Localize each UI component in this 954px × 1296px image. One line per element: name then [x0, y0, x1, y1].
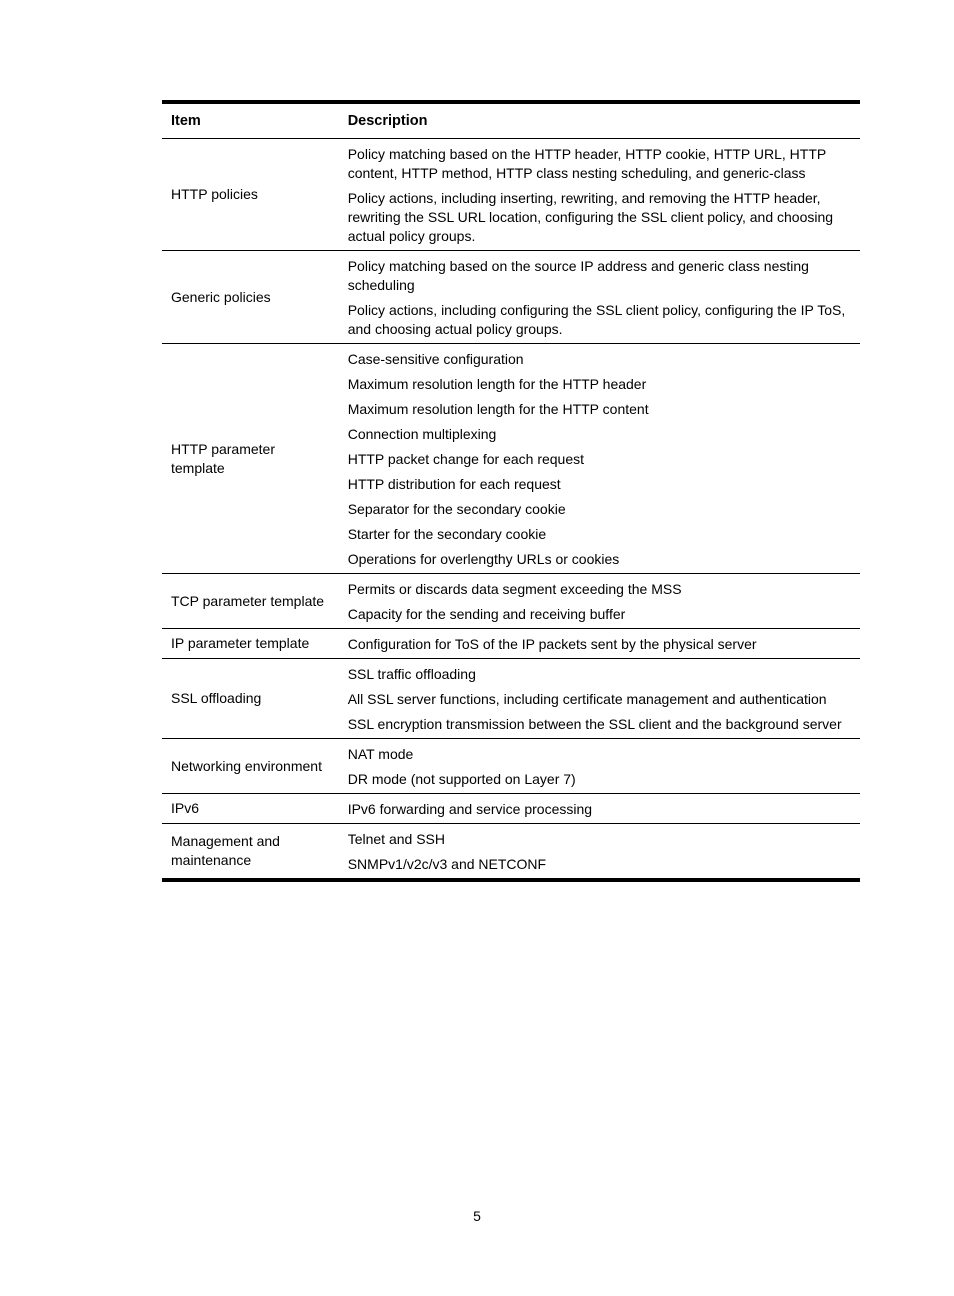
row-item-label: Management and maintenance — [171, 833, 280, 868]
table-row — [162, 251, 860, 344]
row-description-cell — [339, 794, 860, 824]
description-paragraph: Policy actions, including configuring the SSL client policy, configuring the IP ToS, and choosing actual policy groups. — [347, 302, 846, 337]
description-column-header: Description — [339, 102, 860, 139]
description-paragraph: Policy matching based on the HTTP header, HTTP cookie, HTTP URL, HTTP content, HTTP method, HTTP class nesting scheduling, and generic-class — [347, 146, 826, 181]
description-paragraph: HTTP packet change for each request — [347, 451, 585, 467]
description-paragraph: Policy actions, including inserting, rewriting, and removing the HTTP header, rewriting the SSL URL location, configuring the SSL client policy, and choosing actual policy groups. — [347, 190, 834, 244]
description-paragraph: Operations for overlengthy URLs or cookies — [347, 551, 620, 567]
row-description-cell — [339, 629, 860, 659]
description-paragraph: SNMPv1/v2c/v3 and NETCONF — [347, 856, 547, 872]
row-description-cell — [339, 139, 860, 251]
description-paragraph: SSL encryption transmission between the SSL client and the background server — [347, 716, 842, 732]
table-body — [162, 139, 860, 881]
table-row — [162, 824, 860, 881]
row-item-label: IPv6 — [162, 794, 339, 824]
table-row — [162, 794, 860, 824]
description-paragraph: HTTP distribution for each request — [347, 476, 561, 492]
row-item-label: Networking environment — [162, 739, 339, 794]
row-item-label: SSL offloading — [162, 659, 339, 739]
row-item-label: IP parameter template — [162, 629, 339, 659]
description-paragraph: Permits or discards data segment exceeding the MSS — [347, 581, 682, 597]
item-column-header: Item — [162, 102, 339, 139]
row-item-label: Generic policies — [162, 251, 339, 344]
table-row — [162, 629, 860, 659]
table-row — [162, 739, 860, 794]
description-paragraph: All SSL server functions, including certificate management and authentication — [347, 691, 827, 707]
description-paragraph: Maximum resolution length for the HTTP content — [347, 401, 649, 417]
description-paragraph: Separator for the secondary cookie — [347, 501, 566, 517]
description-paragraph: SSL traffic offloading — [347, 666, 476, 682]
row-description-cell — [339, 659, 860, 739]
description-paragraph: NAT mode — [347, 746, 414, 762]
table-row — [162, 659, 860, 739]
description-paragraph: Case-sensitive configuration — [347, 351, 524, 367]
row-description-cell — [339, 739, 860, 794]
description-paragraph: IPv6 forwarding and service processing — [347, 801, 593, 817]
table-row — [162, 139, 860, 251]
table-row — [162, 574, 860, 629]
feature-table — [162, 100, 860, 882]
row-description-cell — [339, 344, 860, 574]
description-paragraph: Connection multiplexing — [347, 426, 497, 442]
row-description-cell — [339, 824, 860, 881]
row-item-label: TCP parameter template — [162, 574, 339, 629]
description-paragraph: DR mode (not supported on Layer 7) — [347, 771, 576, 787]
row-description-cell — [339, 251, 860, 344]
description-paragraph: Configuration for ToS of the IP packets sent by the physical server — [347, 636, 757, 652]
description-paragraph: Maximum resolution length for the HTTP header — [347, 376, 647, 392]
row-description-cell — [339, 574, 860, 629]
row-item-label: HTTP policies — [162, 139, 339, 251]
table-header-row — [162, 102, 860, 139]
description-paragraph: Telnet and SSH — [347, 831, 445, 847]
description-paragraph: Starter for the secondary cookie — [347, 526, 547, 542]
description-paragraph: Capacity for the sending and receiving buffer — [347, 606, 626, 622]
row-item-label: HTTP parameter template — [162, 344, 339, 574]
page-number: 5 — [473, 1208, 481, 1224]
table-row — [162, 344, 860, 574]
description-paragraph: Policy matching based on the source IP address and generic class nesting scheduling — [347, 258, 809, 293]
